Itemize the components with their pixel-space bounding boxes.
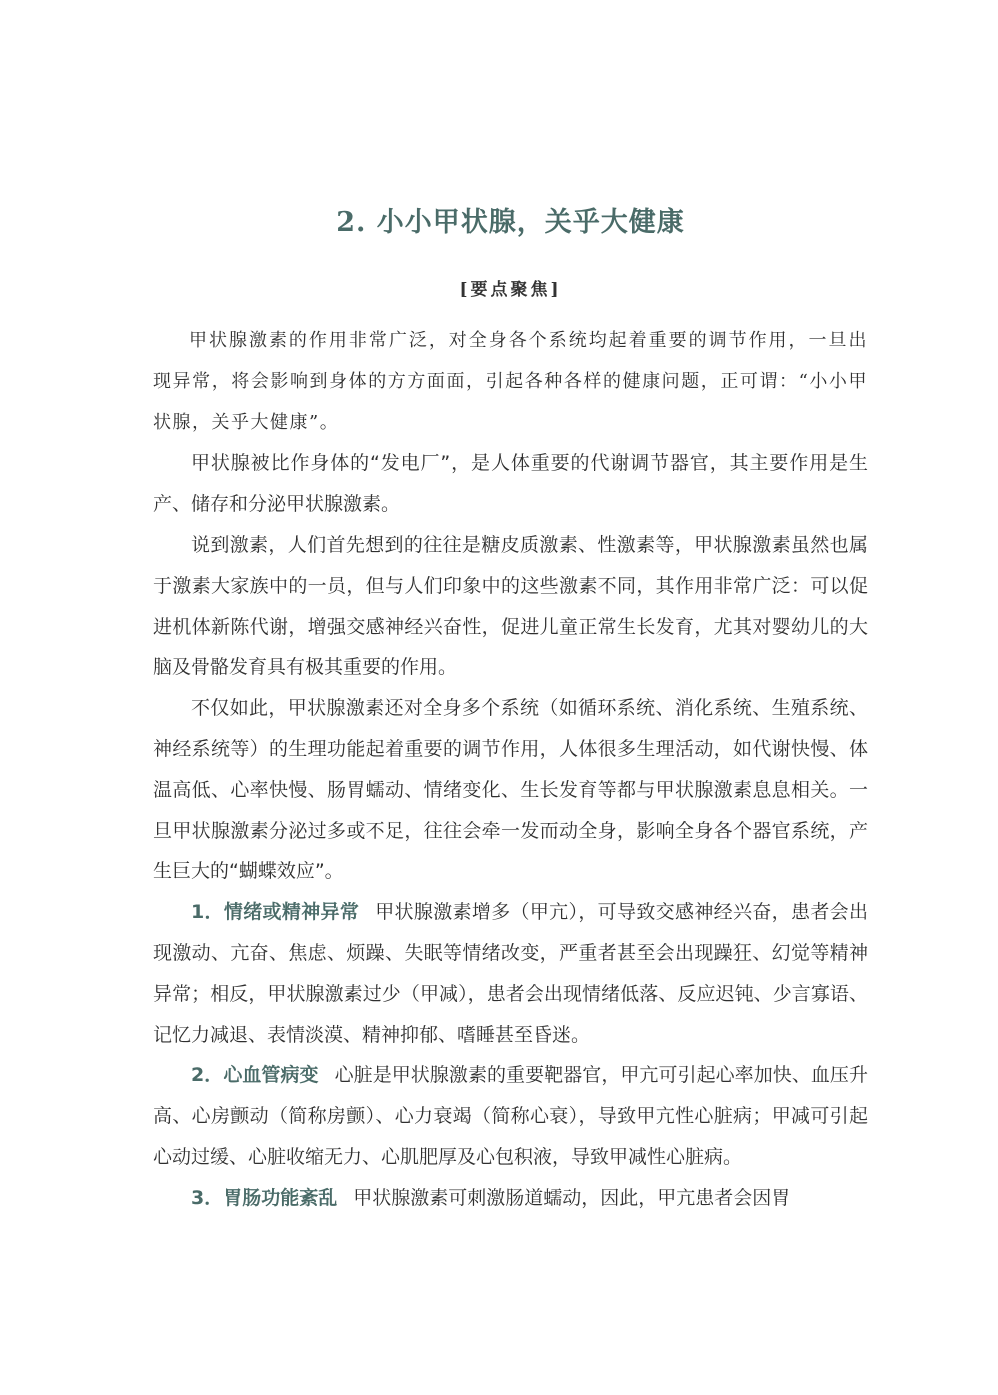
item-heading: 1．情绪或精神异常	[191, 901, 360, 924]
article-body	[153, 321, 868, 1219]
page-title: 2. 小小甲状腺，关乎大健康	[336, 207, 685, 238]
numbered-item	[153, 1055, 868, 1177]
body-paragraph: 不仅如此，甲状腺激素还对全身多个系统（如循环系统、消化系统、生殖系统、神经系统等）的生理功能起着重要的调节作用，人体很多生理活动，如代谢快慢、体温高低、心率快慢、肠胃蠕动、情绪变化、生长发育等都与甲状腺激素息息相关。一旦甲状腺激素分泌过多或不足，往往会牵一发而动全身，影响全身各个器官系统，产生巨大的“蝴蝶效应”。	[153, 697, 868, 883]
item-text: 心脏是甲状腺激素的重要靶器官，甲亢可引起心率加快、血压升高、心房颤动（简称房颤）、心力衰竭（简称心衰），导致甲亢性心脏病；甲减可引起心动过缓、心脏收缩无力、心肌肥厚及心包积液，导致甲减性心脏病。	[153, 1064, 868, 1168]
body-paragraph: 甲状腺被比作身体的“发电厂”，是人体重要的代谢调节器官，其主要作用是生产、储存和分泌甲状腺激素。	[153, 452, 868, 516]
item-heading: 2．心血管病变	[191, 1064, 319, 1087]
numbered-item	[153, 1178, 868, 1219]
item-text: 甲状腺激素可刺激肠道蠕动，因此，甲亢患者会因胃	[353, 1186, 791, 1209]
body-paragraph: 说到激素，人们首先想到的往往是糖皮质激素、性激素等，甲状腺激素虽然也属于激素大家族中的一员，但与人们印象中的这些激素不同，其作用非常广泛：可以促进机体新陈代谢，增强交感神经兴奋性，促进儿童正常生长发育，尤其对婴幼儿的大脑及骨骼发育具有极其重要的作用。	[153, 533, 868, 679]
numbered-item	[153, 892, 868, 1055]
section-label: [要点聚焦]	[459, 280, 562, 300]
intro-paragraph: 甲状腺激素的作用非常广泛，对全身各个系统均起着重要的调节作用，一旦出现异常，将会影响到身体的方方面面，引起各种各样的健康问题，正可谓：“小小甲状腺，关乎大健康”。	[153, 330, 868, 433]
item-heading: 3．胃肠功能紊乱	[191, 1186, 338, 1209]
item-text: 甲状腺激素增多（甲亢），可导致交感神经兴奋，患者会出现激动、亢奋、焦虑、烦躁、失眠等情绪改变，严重者甚至会出现躁狂、幻觉等精神异常；相反，甲状腺激素过少（甲减），患者会出现情绪低落、反应迟钝、少言寡语、记忆力减退、表情淡漠、精神抑郁、嗜睡甚至昏迷。	[153, 901, 868, 1046]
